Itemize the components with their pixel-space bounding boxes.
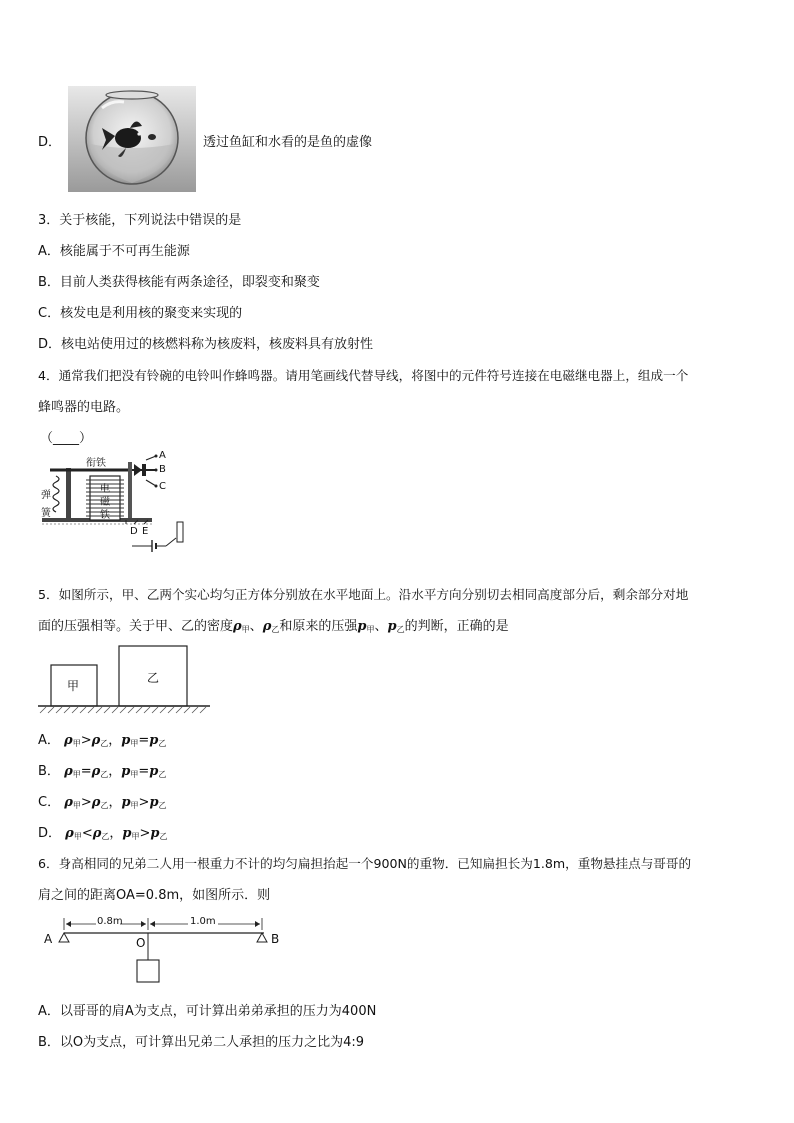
point-o-label: O [136, 936, 146, 950]
block-jia-label: 甲 [67, 679, 80, 693]
shoulder-pole-figure [38, 912, 298, 988]
q2-option-d-letter: D． [38, 135, 62, 150]
q3-option-a: A．核能属于不可再生能源 [38, 244, 190, 259]
point-a-label: A [44, 932, 53, 946]
q6-option-b: B．以O为支点，可计算出兄弟二人承担的压力之比为4:9 [38, 1035, 365, 1050]
q4-answer-blank: （____） [40, 431, 93, 446]
q2-option-d-text: 透过鱼缸和水看的是鱼的虚像 [203, 135, 373, 150]
q5-stem-line1: 5．如图所示，甲、乙两个实心均匀正方体分别放在水平地面上。沿水平方向分别切去相同高度部分后，剩余部分对地 [38, 587, 689, 602]
q3-option-d: D．核电站使用过的核燃料称为核废料，核废料具有放射性 [38, 337, 374, 352]
block-yi-label: 乙 [147, 671, 160, 685]
q3-option-b: B．目前人类获得核能有两条途径，即裂变和聚变 [38, 275, 320, 290]
q4-stem-line2: 蜂鸣器的电路。 [38, 400, 130, 415]
relay-label-magnet-1: 电 [100, 484, 110, 495]
relay-label-spring-2: 簧 [41, 508, 51, 519]
q6-stem-line1: 6．身高相同的兄弟二人用一根重力不计的均匀扁担抬起一个900N的重物．已知扁担长为1.8m，重物悬挂点与哥哥的 [38, 856, 692, 871]
q5-option-a: A． $\rho_甲>\rho_乙$，$p_甲=p_乙$ [38, 733, 167, 748]
relay-label-spring-1: 弹 [41, 490, 51, 501]
point-b-label: B [271, 932, 280, 946]
relay-label-e: E [142, 526, 149, 537]
dist-ob-label: 1.0m [190, 916, 216, 927]
q6-stem-line2: 肩之间的距离OA=0.8m，如图所示．则 [38, 888, 271, 903]
q4-stem-line1: 4．通常我们把没有铃碗的电铃叫作蜂鸣器。请用笔画线代替导线，将图中的元件符号连接在电磁继电器上，组成一个 [38, 368, 689, 383]
relay-label-a: A [159, 450, 166, 461]
q5-option-b: B． $\rho_甲=\rho_乙$，$p_甲=p_乙$ [38, 764, 167, 779]
q3-option-c: C．核发电是利用核的聚变来实现的 [38, 306, 243, 321]
relay-label-d: D [130, 526, 138, 537]
q5-option-c: C． $\rho_甲>\rho_乙$，$p_甲>p_乙$ [38, 795, 167, 810]
fish-bowl-image [68, 86, 196, 192]
cubes-figure [38, 643, 210, 717]
relay-label-magnet-2: 磁 [100, 497, 110, 508]
q5-option-d: D． $\rho_甲<\rho_乙$，$p_甲>p_乙$ [38, 826, 168, 841]
relay-figure [38, 450, 198, 570]
q5-stem-line2: 面的压强相等。关于甲、乙的密度$\rho_甲$、$\rho_乙$和原来的压强$p_甲$、$p_乙$的判断，正确的是 [38, 619, 509, 634]
q3-stem: 3．关于核能，下列说法中错误的是 [38, 213, 242, 228]
relay-label-b: B [159, 464, 166, 475]
q6-option-a: A．以哥哥的肩A为支点，可计算出弟弟承担的压力为400N [38, 1004, 377, 1019]
relay-label-armature: 衔铁 [86, 458, 106, 469]
relay-label-c: C [159, 481, 166, 492]
relay-label-magnet-3: 铁 [100, 510, 110, 521]
dist-ao-label: 0.8m [97, 916, 123, 927]
